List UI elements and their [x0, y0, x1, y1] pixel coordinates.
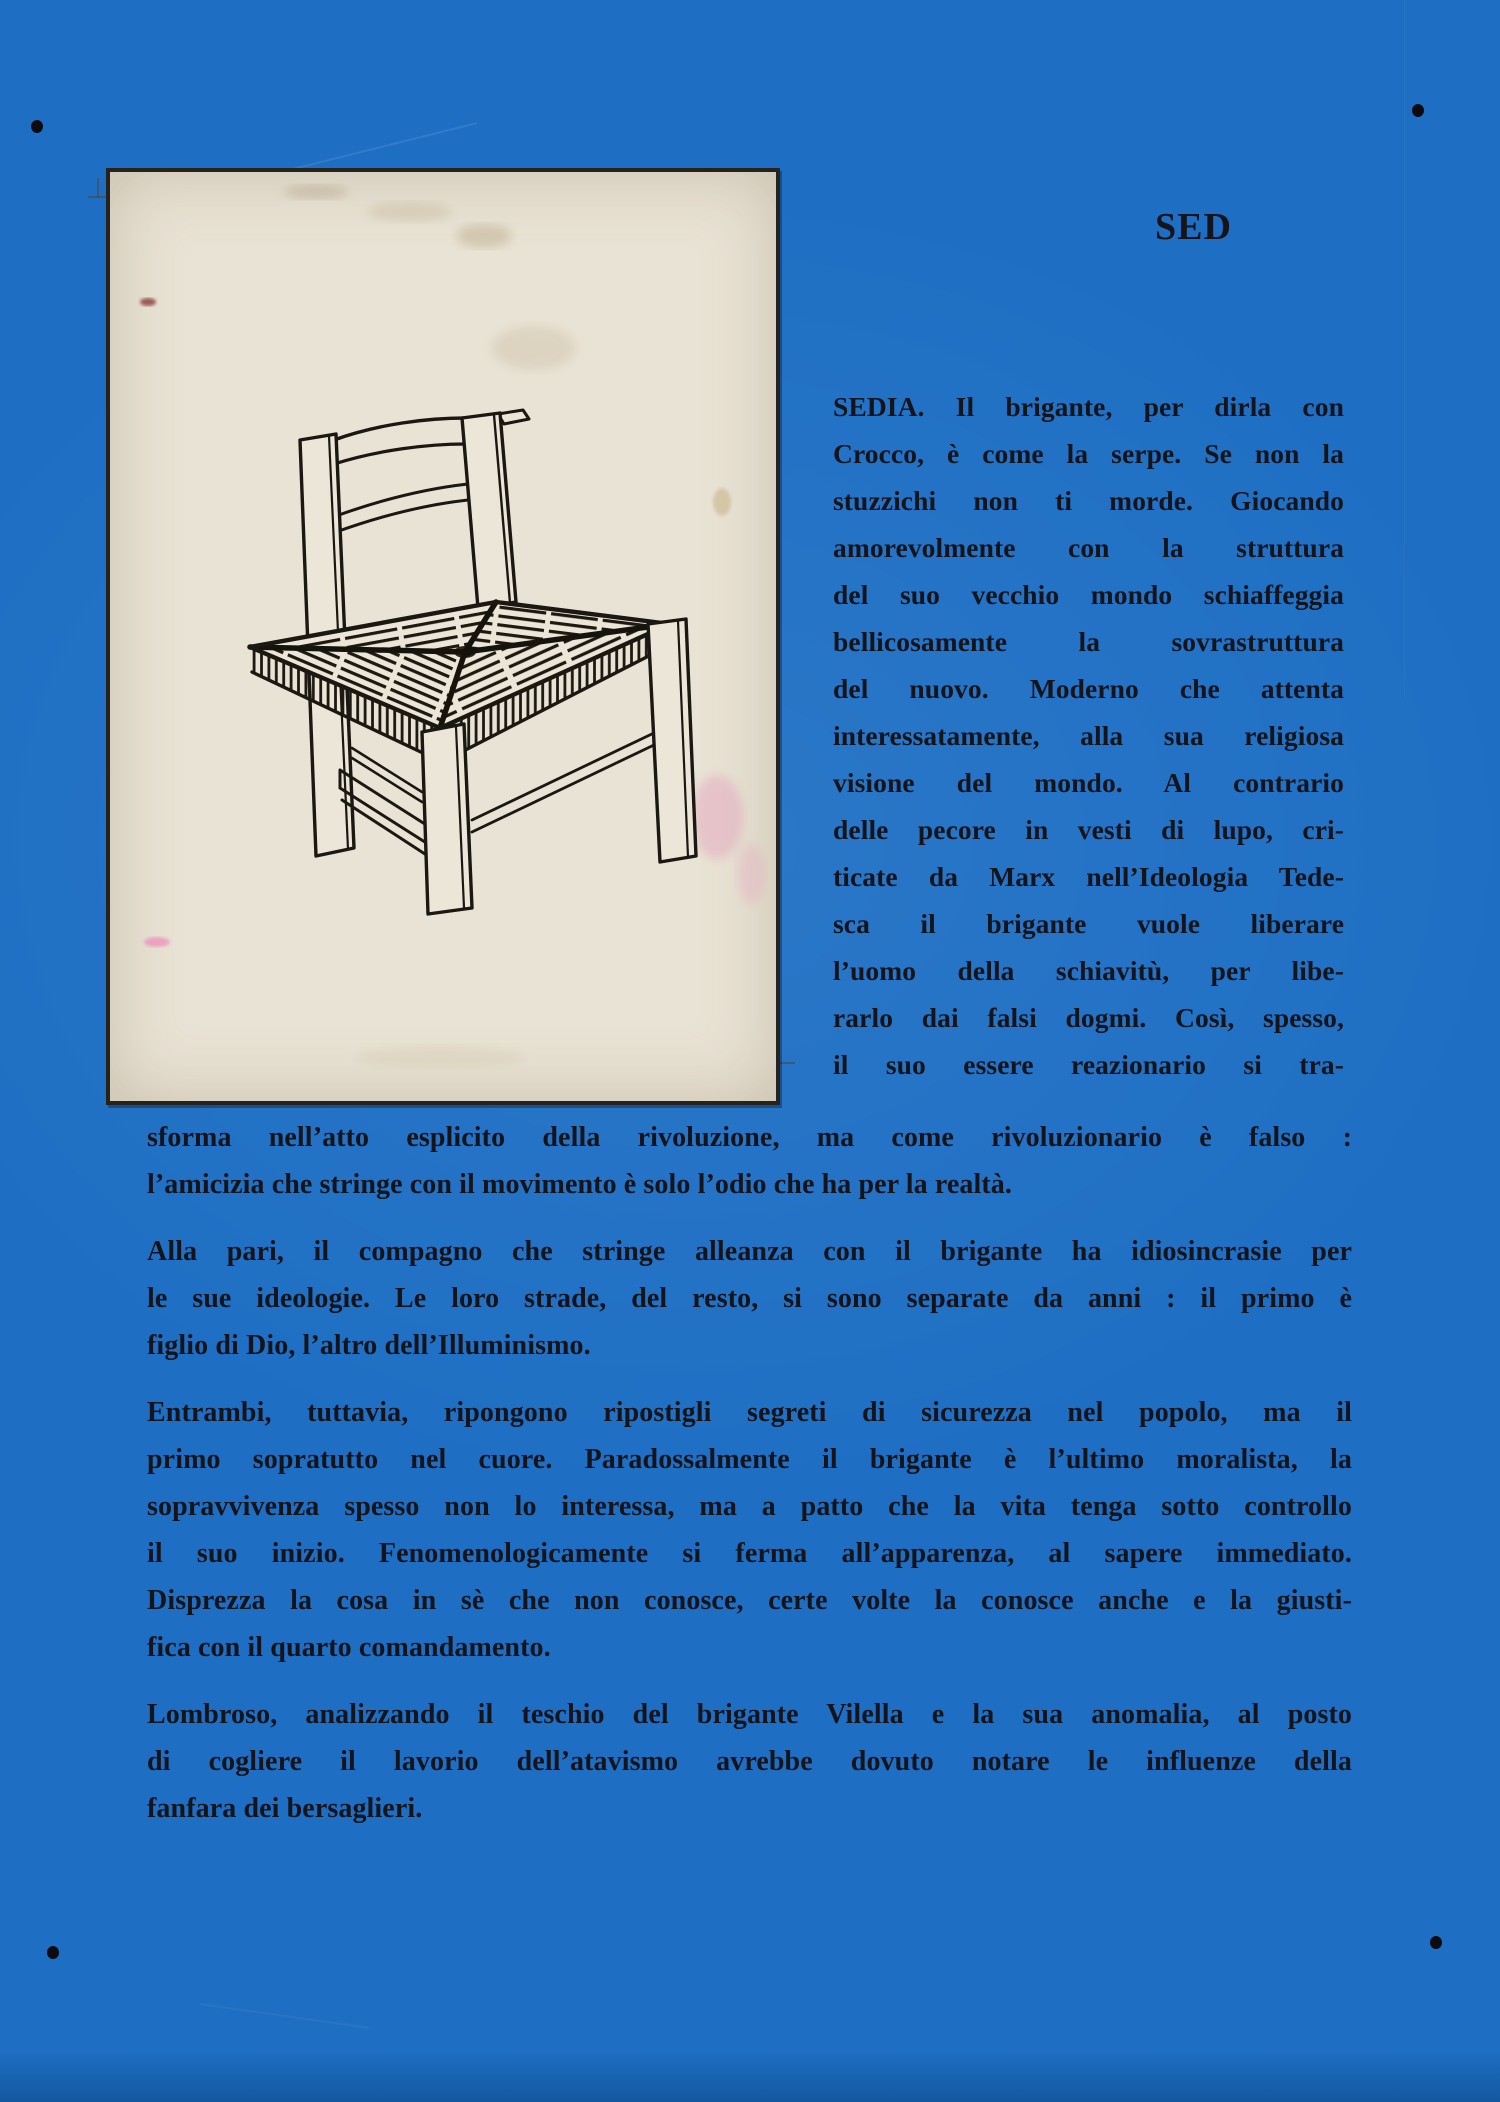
text-line: le sue ideologie. Le loro strade, del resto, si sono separate da anni : il primo è [147, 1283, 1352, 1314]
page-heading: SED [1155, 206, 1232, 248]
paragraph [147, 1389, 1352, 1671]
registration-dot-bottom-left [47, 1946, 59, 1959]
text-line: l’uomo della schiavitù, per libe- [833, 955, 1344, 986]
text-line: fica con il quarto comandamento. [147, 1632, 551, 1663]
paragraph [147, 1228, 1352, 1369]
text-line: Disprezza la cosa in sè che non conosce, certe volte la conosce anche e la giusti- [147, 1585, 1352, 1616]
paragraph [147, 1691, 1352, 1832]
registration-dot-top-right [1412, 104, 1424, 117]
text-line: visione del mondo. Al contrario [833, 767, 1344, 798]
text-line: del nuovo. Moderno che attenta [833, 673, 1344, 704]
text-line: Lombroso, analizzando il teschio del brigante Vilella e la sua anomalia, al posto [147, 1699, 1352, 1730]
text-line: bellicosamente la sovrastruttura [833, 626, 1344, 657]
text-line: l’amicizia che stringe con il movimento è solo l’odio che ha per la realtà. [147, 1169, 1012, 1200]
text-line: amorevolmente con la struttura [833, 532, 1344, 563]
text-line: interessatamente, alla sua religiosa [833, 720, 1344, 751]
text-line: di cogliere il lavorio dell’atavismo avrebbe dovuto notare le influenze della [147, 1746, 1352, 1777]
text-line: stuzzichi non ti morde. Giocando [833, 485, 1344, 516]
text-line: Crocco, è come la serpe. Se non la [833, 438, 1344, 469]
paragraph [147, 1114, 1352, 1208]
text-line: Entrambi, tuttavia, ripongono ripostigli segreti di sicurezza nel popolo, ma il [147, 1397, 1352, 1428]
text-line: del suo vecchio mondo schiaffeggia [833, 579, 1344, 610]
scratch-mark [1404, 0, 1405, 700]
registration-dot-bottom-right [1430, 1936, 1442, 1949]
text-line: il suo inizio. Fenomenologicamente si ferma all’apparenza, al sapere immediato. [147, 1538, 1352, 1569]
text-line: il suo essere reazionario si tra- [833, 1049, 1344, 1080]
text-line: SEDIA. Il brigante, per dirla con [833, 391, 1344, 422]
chair-drawing [250, 410, 696, 914]
full-width-text [147, 1114, 1352, 1832]
text-line: fanfara dei bersaglieri. [147, 1793, 423, 1824]
chair-illustration [110, 172, 776, 1101]
registration-dot-top-left [31, 120, 43, 133]
text-line: sforma nell’atto esplicito della rivoluzione, ma come rivoluzionario è falso : [147, 1122, 1352, 1153]
text-line: sca il brigante vuole liberare [833, 908, 1344, 939]
crop-tick [779, 1062, 795, 1064]
column-paragraph [833, 383, 1344, 1088]
scratch-mark [201, 2003, 370, 2029]
text-line: sopravvivenza spesso non lo interessa, ma a patto che la vita tenga sotto controllo [147, 1491, 1352, 1522]
text-line: Alla pari, il compagno che stringe alleanza con il brigante ha idiosincrasie per [147, 1236, 1352, 1267]
artwork-panel [106, 168, 780, 1105]
text-line: rarlo dai falsi dogmi. Così, spesso, [833, 1002, 1344, 1033]
text-line: delle pecore in vesti di lupo, cri- [833, 814, 1344, 845]
crop-tick [97, 178, 99, 198]
text-line: ticate da Marx nell’Ideologia Tede- [833, 861, 1344, 892]
text-line: figlio di Dio, l’altro dell’Illuminismo. [147, 1330, 591, 1361]
text-line: primo sopratutto nel cuore. Paradossalmente il brigante è l’ultimo moralista, la [147, 1444, 1352, 1475]
